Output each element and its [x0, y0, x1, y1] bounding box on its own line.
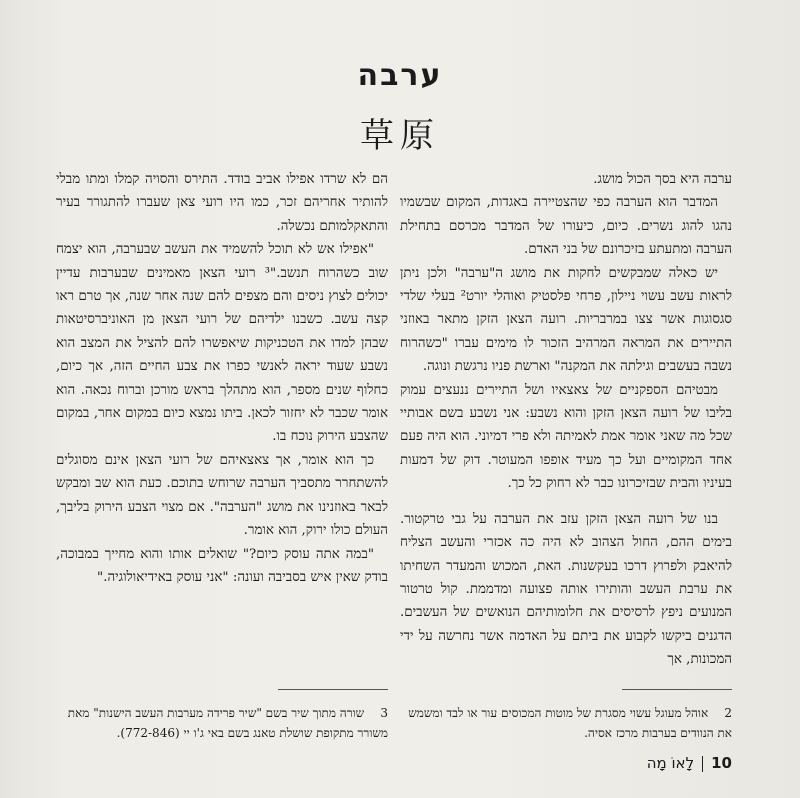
paragraph: ערבה היא בסך הכול מושג.	[593, 172, 732, 187]
footnote-number: 3	[380, 706, 388, 720]
chapter-title-hebrew: ערבה	[357, 58, 443, 93]
paragraph: "אפילו אש לא תוכל להשמיד את העשב שבערבה, הוא יצמח שוב כשהרוח תנשב."³ רועי הצאן מאמינים שבערבות עדיין יכולים לצוץ ניסים והם מצפים להם שנה אחר שנה, אך טרם ראו קצה עשב. כשבנו ילדיהם של רועי הצאן מן האוניברסיטאות שבהן למדו את הטכניקות שיאפשרו להם להציל את המצב הוא נשבע שעוד יראה לאנשי כפרו את צבע החיים הזה, אך כיום, כחלוף שנים מספר, הוא מתהלך בראש מורכן וברוח נכאה. הוא אומר שכבר לא יחזור לכאן. ביתו נמצא כיום במקום אחר, במקום שהצבע הירוק נוכח בו.	[56, 242, 389, 445]
footnote-divider	[278, 689, 388, 690]
running-title: לָאוֹ מָה	[646, 754, 695, 772]
paragraph: יש כאלה שמבקשים לחקות את מושג ה"ערבה" ולכן ניתן לראות עשב עשוי ניילון, פרחי פלסטיק ואוהלי יורט² בעלי שלדי סגסוגות אשר צצו במרבריות. רועה הצאן הזקן מתאר באוזני התיירים את המראה המרהיב הזכור לו מימים עברו "כשהרוח נשבה בעשבים וגילתה את המקנה" וארשת פניו נרגשת ונוגה.	[400, 265, 733, 375]
chapter-title-chinese: 草原	[360, 116, 440, 156]
text-column-left	[56, 168, 388, 589]
text-column-right	[400, 168, 732, 672]
footnote-2	[402, 703, 732, 743]
paragraph: מבטיהם הספקניים של צאצאיו ושל התיירים ננעצים עמוק בליבו של רועה הצאן הזקן והוא נשבע: אני נשבע בשם אבותיי שכל מה שאני אומר אמת לאמיתה ולא פרי דמיוני. הוא היה פעם אחד המקומיים ועל כך מעיד אופפו המעוטר. דוק של דמעות בעיניו והבית שבזיכרונו כבר לא רחוק כל כך.	[400, 382, 732, 492]
page-footer	[647, 754, 732, 772]
paragraph: "במה אתה עוסק כיום?" שואלים אותו והוא מחייך במבוכה, בודק שאין איש בסביבה ועונה: "אני עוסק באידיאולוגיה."	[56, 546, 388, 585]
paragraph: המדבר הוא הערבה כפי שהצטיירה באגדות, המקום שבשמיו נהגו להוג נשרים. כיום, כיעורו של המדבר מכרסם בתחילת הערבה ומתעתע בזיכרונם של בני האדם.	[400, 195, 732, 258]
footnote-text: שורה מתוך שיר בשם "שיר פרידה מערבות העשב הישנות" מאת משורר מתקופת שושלת טאנג בשם באי ג'ו יי (772-846).	[67, 706, 388, 740]
footnote-number: 2	[724, 706, 732, 720]
footnote-3	[58, 703, 388, 743]
footnote-text: אוהל מעוגל עשוי מסגרת של מוטות המכוסים עור או לבד ומשמש את הנוודים בערבות מרכז אסיה.	[408, 706, 732, 740]
paragraph: הם לא שרדו אפילו אביב בודד. התירס והסויה קמלו ומתו מבלי להותיר אחריהם זכר, כמו היו רועי צאן שעברו להתגורר בעיר והתאקלמותם נכשלה.	[56, 172, 388, 234]
paragraph: כך הוא אומר, אך צאצאיהם של רועי הצאן אינם מסוגלים להשתחרר מתסביך הערבה שרוחש בתוכם. כעת הוא שב ומבקש לבאר באוזנינו את מושג "הערבה". אם מצוי הצבע הירוק בליבך, העולם כולו ירוק, הוא אומר.	[56, 452, 388, 539]
page-number: 10	[711, 754, 732, 772]
footnote-divider	[622, 689, 732, 690]
paragraph: בנו של רועה הצאן הזקן עזב את הערבה על גבי טרקטור. בימים ההם, החול הצהוב לא היה כה אכזרי והעשב הצליח להיאבק ולפרוץ דרכו בעקשנות. האת, המכוש והמעדר השחיתו את ערבת העשב והותירו אותה פצועה ומדממת. קול טרטור המנועים ניפץ לרסיסים את חלומותיהם הנואשים של העשבים. הדגנים ביקשו לקבוע את ביתם על האדמה אשר נחרשה על ידי המכונות, אך	[400, 511, 732, 668]
footer-divider	[702, 756, 703, 772]
